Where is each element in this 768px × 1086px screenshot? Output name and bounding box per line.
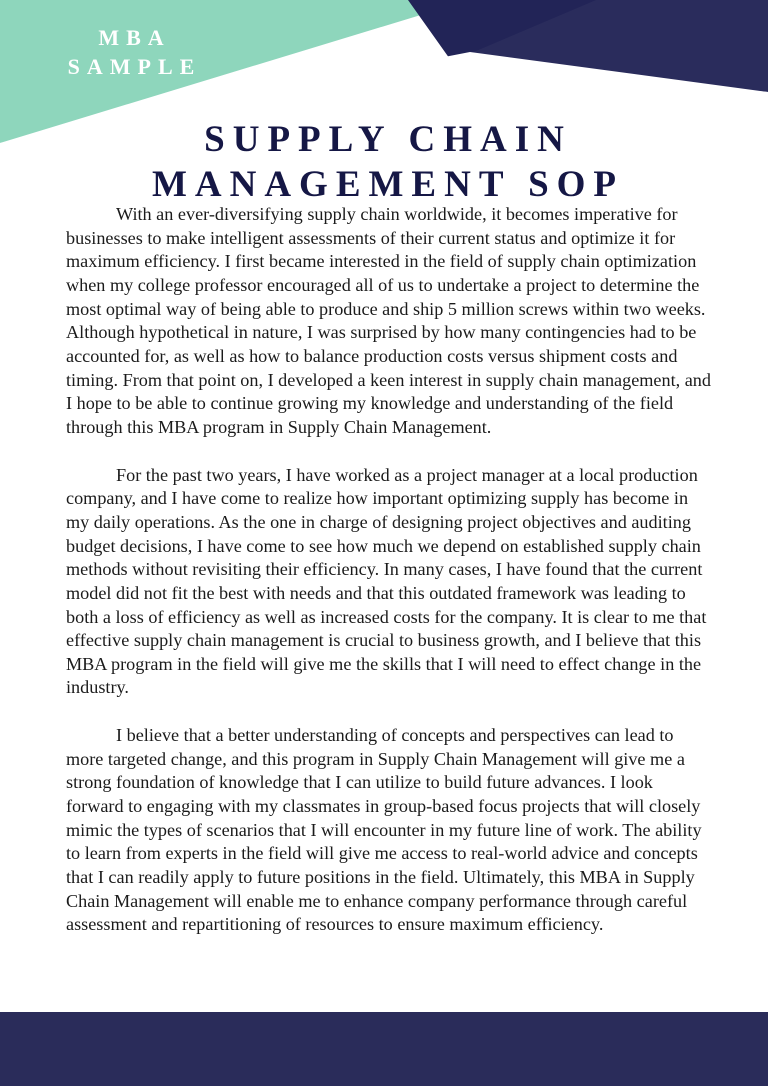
page-title-line-2: MANAGEMENT SOP	[151, 163, 625, 205]
eyebrow-line-1: MBA	[98, 25, 171, 50]
page-title-line-1: SUPPLY CHAIN	[204, 118, 572, 160]
paragraph: With an ever-diversifying supply chain worldwide, it becomes imperative for businesses to make intelligent assessments of their current status and optimize it for maximum efficiency. I first became interested in the field of supply chain optimization when my college professor encouraged all of us to undertake a project to determine the most optimal way of being able to produce and ship 5 million screws within two weeks. Although hypothetical in nature, I was surprised by how many contingencies had to be accounted for, as well as how to balance production costs versus shipment costs and timing. From that point on, I developed a keen interest in supply chain management, and I hope to be able to continue growing my knowledge and understanding of the field through this MBA program in Supply Chain Management.	[66, 204, 711, 437]
page-title	[64, 117, 704, 207]
body-copy	[66, 203, 714, 937]
footer-bar	[0, 1012, 768, 1086]
eyebrow-line-2: SAMPLE	[67, 53, 202, 79]
paragraph: For the past two years, I have worked as a project manager at a local production company, and I have come to realize how important optimizing supply has become in my daily operations. As the one in charge of designing project objectives and auditing budget decisions, I have come to see how much we depend on established supply chain methods without revisiting their efficiency. In many cases, I have found that the current model did not fit the best with needs and that this outdated framework was leading to both a loss of efficiency as well as increased costs for the company. It is clear to me that effective supply chain management is crucial to business growth, and I believe that this MBA program in the field will give me the skills that I will need to effect change in the industry.	[66, 464, 707, 698]
eyebrow-label	[26, 24, 236, 81]
paragraph: I believe that a better understanding of concepts and perspectives can lead to more targeted change, and this program in Supply Chain Management will give me a strong foundation of knowledge that I can utilize to build future advances. I look forward to engaging with my classmates in group-based focus projects that will closely mimic the types of scenarios that I will encounter in my future line of work. The ability to learn from experts in the field will give me access to real-world advice and concepts that I can readily apply to future positions in the field. Ultimately, this MBA in Supply Chain Management will enable me to enhance company performance through careful assessment and repartitioning of resources to ensure maximum efficiency.	[66, 725, 702, 935]
